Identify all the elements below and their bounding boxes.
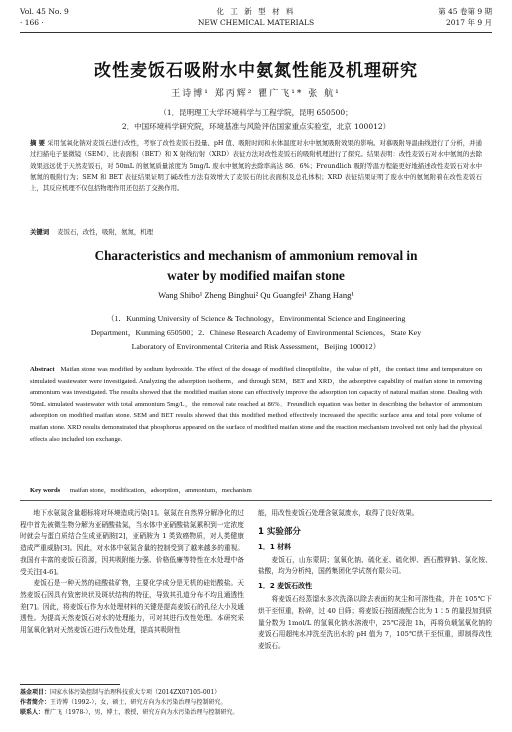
- header-volume: [20, 6, 69, 28]
- header-issue-number: 第 45 卷第 9 期: [438, 7, 492, 16]
- body-paragraph: 地下水氨氮含量超标将对环境造成污染[1]。氨氮在自然界分解净化的过程中首先被微生物分解为亚硝酸盐氮，当水体中亚硝酸盐氮累积到一定浓度时就会与蛋白质结合生成亚硝胺[2]，亚硝胺为 1 类致癌物质，对人类健康造成严重威胁[3]。因此，对水体中氨氮含量的控制受到了越来越多的重视。我国有丰富的麦饭石资源，因其吸附能力强、价格低廉等特性在水处理中备受关注[4-6]。: [20, 509, 244, 576]
- footnotes: [20, 688, 320, 718]
- abstract-cn-text: 采用氢氧化钠对麦饭石进行改性，考察了改性麦饭石投量、pH 值、吸附时间和水体温度对水中氨氮吸附效果的影响。对慕吸附导温曲线进行了分析，并通过扫描电子显微镜（SEM）、比表面积（BET）和 X 射线衍射（XRD）表征方法对改性麦饭石的吸附机理进行了探究。结果表明：改性麦饭石对水中氨氮的去除效果远远优于天然麦饭石，对 50mL 的氨氮质量浓度为 5mg/L 废水中氨氮的去除率高达 86．6%；Freundlich 吸附等温方程能更好地描述改性麦饭石对水中氨氮的吸附行为；SEM 和 BET 表征结果证明了碱改性方法有效增大了麦饭石的比表面积及总孔体积；XRD 表征结果证明了废水中的氨氮附着在改性麦饭石上，其反应机理不仅包括物理作用还包括了交换作用。: [30, 139, 482, 193]
- header-rule: [20, 32, 492, 33]
- paper-title-en: [40, 246, 472, 286]
- abstract-cn-label: 摘 要: [30, 139, 46, 147]
- keywords-en-text: maifan stone，modification，adsorption，ammonium，mechanism: [69, 487, 252, 494]
- footnote-author: [20, 698, 320, 708]
- affiliation-cn-line: 2．中国环境科学研究院，环境基准与风险评估国家重点实验室，北京 100012）: [121, 122, 391, 131]
- authors-cn: 王诗博¹ 郑丙辉² 瞿广飞¹* 张 航¹: [171, 89, 341, 99]
- header-issue-date: 2017 年 9 月: [445, 18, 492, 27]
- section-separator: [20, 500, 492, 501]
- abstract-en: [30, 364, 482, 445]
- header-page-number: · 166 ·: [20, 18, 44, 27]
- abstract-cn: [30, 138, 482, 194]
- abstract-en-label: Abstract: [30, 366, 55, 373]
- affiliation-en-line: Department，Kunming 650500；2．Chinese Research Academy of Environmental Sciences，State Key: [90, 328, 422, 337]
- footnote-author-label: 作者简介：: [20, 699, 51, 706]
- keywords-cn: [30, 227, 482, 238]
- footnote-fund-text: 国家水体污染控制与治理科技重大专项（2014ZX07105-001）: [50, 689, 221, 696]
- header-journal-cn: 化 工 新 型 材 料: [216, 7, 296, 16]
- keywords-cn-label: 关键词: [30, 228, 50, 236]
- body-column-right: [258, 508, 492, 653]
- footnote-contact-text: 瞿广飞（1978-），男，博士，教授，研究方向为水污染治理与控制研究。: [44, 709, 239, 716]
- footnote-rule: [20, 684, 120, 685]
- subsection-title-modification: 1．2 麦饭石改性: [258, 582, 313, 591]
- keywords-cn-text: 麦饭石，改性，吸附，氨氮，机理: [57, 228, 154, 236]
- body-paragraph: 将麦饭石经蒸馏水多次洗涤以除去表面的灰尘和可溶性盐，并在 105℃下烘干至恒重，粉碎，过 40 目筛；将麦饭石按固液配合比为 1∶5 的量投加到质量分数为 1mol/L 的氢氧化钠水溶液中，25℃浸泡 1h，再将负载氢氧化钠的麦饭石用超纯水冲洗至洗出水的 pH 值为 7，105℃烘干至恒重，即制得改性麦饭石。: [258, 595, 492, 650]
- keywords-en: [30, 485, 482, 496]
- affiliations-en: [40, 312, 472, 354]
- abstract-en-text: Maifan stone was modified by sodium hydroxide. The effect of the dosage of modified clinoptilolite，the value of pH，the contact time and temperature on simulated wastewater were investigated. Analyzing the adsorption isotherm，and through SEM，BET and XRD，the adsorptive capability of maifan stone in removing ammonium was investigated. The results showed that the modified maifan stone can effectively improve the adsorption ion capacity of natural maifan stone. Dealing with 50mL simulated wastewater with total ammonium 5mg/L，the removal rate reached at 86%．Freundlich equation was better in describing the behavior of ammonium adsorption on modified maifan stone. SEM and BET results showed that this modified method effectively increased the specific surface area and total pore volume of maifan stone. XRD results demonstrated that phosphorus appeared on the surface of modified maifan stone and the reaction mechanism involved not only had the physical effects also included ion exchange.: [30, 366, 482, 443]
- footnote-fund-label: 基金项目：: [20, 689, 51, 696]
- affiliation-cn-line: （1．昆明理工大学环境科学与工程学院，昆明 650500；: [159, 108, 353, 117]
- body-paragraph: 麦饭石是一种天然的硅酸盐矿物，主要化学成分是无机的硅铝酸盐。天然麦饭石因具有致密块状及斑状结构的特征，导致其孔道分布不均且通透性差[7]。因此，将麦饭石作为水处理材料的关键是提高麦饭石的孔径大小及通透性。为提高天然麦饭石对水的处理能力，可对其进行改性处理。本研究采用氢氧化钠对天然麦饭石进行改性处理，提高其吸附性: [20, 579, 244, 635]
- footnote-contact-label: 联系人：: [20, 709, 45, 716]
- header-journal: [156, 6, 356, 28]
- authors-en: Wang Shibo¹ Zheng Binghui² Qu Guangfei¹ Zhang Hang¹: [158, 290, 354, 300]
- header-volume-number: Vol. 45 No. 9: [20, 7, 69, 16]
- footnote-fund: [20, 688, 320, 698]
- section-title-experiment: 1 实验部分: [258, 526, 301, 537]
- body-paragraph: 能，用改性麦饭石处理含氨氮废水，取得了良好效果。: [258, 509, 419, 517]
- header-journal-en: NEW CHEMICAL MATERIALS: [197, 18, 315, 27]
- footnote-author-text: 王诗博（1992-），女，硕士，研究方向为水污染治理与控制研究。: [50, 699, 227, 706]
- body-column-left: [20, 508, 244, 637]
- paper-title-cn: 改性麦饭石吸附水中氨氮性能及机理研究: [94, 61, 418, 81]
- affiliation-en-line: Laboratory of Environmental Criteria and Risk Assessment，Beijing 100012）: [131, 342, 381, 351]
- header-issue: [438, 6, 492, 28]
- footnote-contact: [20, 708, 320, 718]
- paper-title-en-line: water by modified maifan stone: [167, 268, 345, 283]
- affiliations-cn: [20, 106, 492, 134]
- keywords-en-label: Key words: [30, 487, 61, 494]
- body-paragraph: 麦饭石，山东蒙阴；氢氧化钠、硫化亚、硫化钾、酒石酸钾钠、氯化铵、盐酸，均为分析纯，国药集团化学试剂有限公司。: [258, 555, 492, 576]
- affiliation-en-line: （1．Kunming University of Science & Technology，Environmental Science and Engineering: [106, 314, 406, 323]
- paper-title-en-line: Characteristics and mechanism of ammonium removal in: [94, 248, 418, 263]
- subsection-title-materials: 1．1 材料: [258, 542, 292, 551]
